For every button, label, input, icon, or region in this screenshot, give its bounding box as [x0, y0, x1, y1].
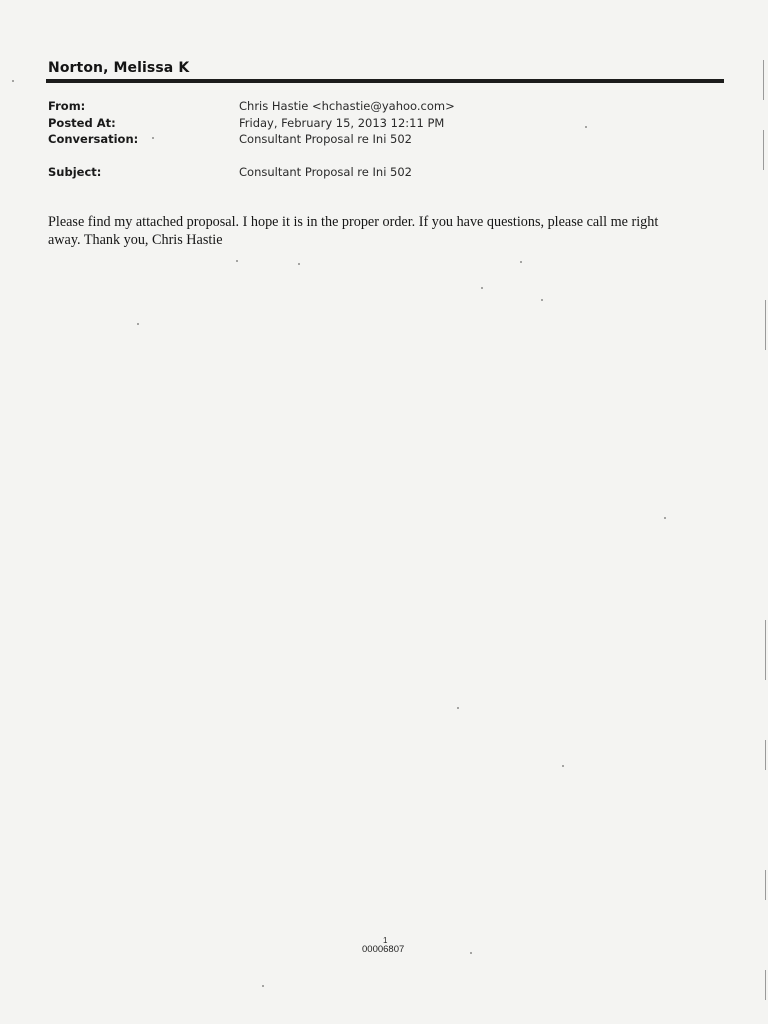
from-label: From: [48, 99, 86, 113]
scan-speck [664, 517, 666, 519]
scan-speck [562, 765, 564, 767]
scan-edge-mark [763, 60, 764, 100]
scan-edge-mark [765, 620, 766, 680]
scan-speck [541, 299, 543, 301]
email-body-line-1: Please find my attached proposal. I hope it is in the proper order. If you have questions, please call me right [48, 214, 659, 230]
scan-edge-mark [765, 970, 766, 1000]
bates-number: 00006807 [362, 944, 405, 955]
scan-speck [262, 985, 264, 987]
page-number: 1 [383, 936, 388, 945]
from-value: Chris Hastie <hchastie@yahoo.com> [239, 99, 455, 113]
posted-at-label: Posted At: [48, 116, 116, 130]
subject-value: Consultant Proposal re Ini 502 [239, 165, 412, 179]
scan-edge-mark [765, 740, 766, 770]
scan-speck [470, 952, 472, 954]
scan-speck [137, 323, 139, 325]
scan-speck [585, 126, 587, 128]
scan-edge-mark [765, 870, 766, 900]
scan-speck [152, 137, 154, 139]
posted-at-value: Friday, February 15, 2013 12:11 PM [239, 116, 445, 130]
mailbox-owner-name: Norton, Melissa K [48, 60, 190, 76]
scan-edge-mark [765, 300, 766, 350]
conversation-label: Conversation: [48, 132, 139, 146]
scan-speck [298, 263, 300, 265]
email-body-line-2: away. Thank you, Chris Hastie [48, 232, 223, 248]
scan-speck [457, 707, 459, 709]
header-rule [46, 79, 724, 83]
conversation-value: Consultant Proposal re Ini 502 [239, 132, 412, 146]
email-body [48, 213, 708, 249]
scan-speck [520, 261, 522, 263]
scan-edge-mark [763, 130, 764, 170]
scan-speck [481, 287, 483, 289]
scan-speck [12, 80, 14, 82]
subject-label: Subject: [48, 165, 102, 179]
scan-speck [236, 260, 238, 262]
